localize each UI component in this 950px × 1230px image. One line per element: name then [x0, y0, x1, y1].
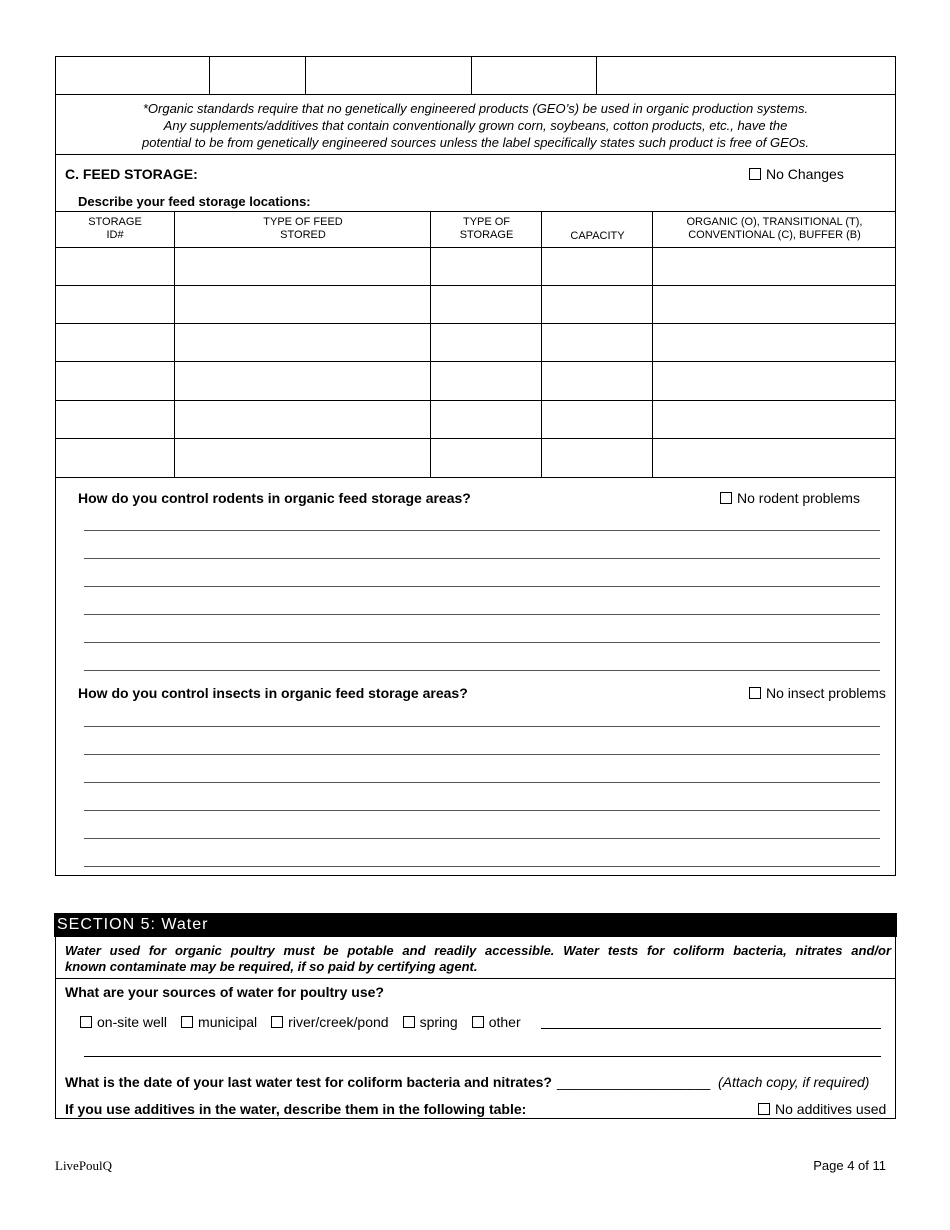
continuation-cell-divider: [209, 56, 210, 94]
source-label: other: [488, 1014, 521, 1030]
water-test-question: What is the date of your last water test for coliform bacteria and nitrates?: [65, 1074, 552, 1090]
header-line: CONVENTIONAL (C), BUFFER (B): [688, 229, 861, 241]
source-municipal[interactable]: [181, 1014, 257, 1030]
intro-line: Water used for organic poultry must be potable and readily accessible. Water tests for coliform bacteria, nitrates and/or: [65, 943, 891, 958]
no-changes-label: No Changes: [766, 166, 844, 182]
insects-answer-line[interactable]: [84, 782, 880, 783]
section5-title: SECTION 5: Water: [57, 916, 209, 933]
no-insect-checkbox[interactable]: [749, 687, 761, 699]
continuation-cell-divider: [596, 56, 597, 94]
additives-question: If you use additives in the water, describe them in the following table:: [65, 1101, 527, 1117]
table-row-border: [55, 361, 896, 362]
no-rodent-checkbox[interactable]: [720, 492, 732, 504]
intro-line: known contaminate may be required, if so paid by certifying agent.: [65, 959, 478, 974]
no-changes-option[interactable]: [749, 166, 844, 182]
spring-checkbox[interactable]: [403, 1016, 415, 1028]
on-site-well-checkbox[interactable]: [80, 1016, 92, 1028]
insects-answer-line[interactable]: [84, 810, 880, 811]
section5-intro: [65, 943, 891, 975]
source-other[interactable]: [472, 1014, 521, 1030]
no-rodent-label: No rodent problems: [737, 490, 860, 506]
section5-header-bar: [54, 913, 897, 937]
river-creek-pond-checkbox[interactable]: [271, 1016, 283, 1028]
geo-note-line: *Organic standards require that no genetically engineered products (GEO’s) be used in organic production systems.: [142, 101, 809, 116]
insects-answer-line[interactable]: [84, 726, 880, 727]
continuation-cell-divider: [471, 56, 472, 94]
col-header-capacity: [542, 211, 653, 247]
table-row-border: [55, 438, 896, 439]
no-changes-checkbox[interactable]: [749, 168, 761, 180]
rodents-answer-line[interactable]: [84, 642, 880, 643]
source-label: on-site well: [97, 1014, 168, 1030]
source-on-site-well[interactable]: [80, 1014, 167, 1030]
no-insect-option[interactable]: [749, 685, 886, 701]
no-insect-label: No insect problems: [766, 685, 886, 701]
source-label: spring: [419, 1014, 458, 1030]
source-label: municipal: [198, 1014, 258, 1030]
rodents-answer-line[interactable]: [84, 530, 880, 531]
source-label: river/creek/pond: [288, 1014, 389, 1030]
table-col-divider: [541, 211, 542, 477]
water-sources-extra-line[interactable]: [84, 1056, 881, 1057]
footer-form-id: LivePoulQ: [55, 1158, 113, 1173]
no-additives-option[interactable]: [758, 1101, 886, 1117]
water-test-date-field[interactable]: ___________________: [557, 1074, 711, 1090]
rodents-answer-line[interactable]: [84, 670, 880, 671]
other-source-line[interactable]: [541, 1028, 881, 1029]
insects-answer-line[interactable]: [84, 838, 880, 839]
source-spring[interactable]: [403, 1014, 458, 1030]
col-header-feed-type: [175, 211, 431, 247]
header-line: TYPE OF: [462, 216, 511, 228]
municipal-checkbox[interactable]: [181, 1016, 193, 1028]
col-header-status: [653, 211, 896, 247]
rodents-answer-line[interactable]: [84, 586, 880, 587]
header-line: STORED: [280, 229, 326, 241]
col-header-storage-id: [55, 211, 175, 247]
rodents-answer-line[interactable]: [84, 614, 880, 615]
insects-answer-line[interactable]: [84, 866, 880, 867]
insects-answer-line[interactable]: [84, 754, 880, 755]
divider: [55, 154, 896, 155]
feed-storage-table: [55, 211, 896, 478]
continuation-row: [55, 94, 896, 95]
rodents-question: How do you control rodents in organic feed storage areas?: [78, 490, 471, 506]
rodents-answer-line[interactable]: [84, 558, 880, 559]
source-river-creek-pond[interactable]: [271, 1014, 388, 1030]
table-col-divider: [430, 211, 431, 477]
water-sources-question: What are your sources of water for poultry use?: [65, 984, 384, 1000]
water-test-note: (Attach copy, if required): [718, 1074, 870, 1090]
table-col-divider: [652, 211, 653, 477]
table-col-divider: [174, 211, 175, 477]
table-bottom-border: [55, 477, 896, 478]
continuation-cell-divider: [305, 56, 306, 94]
feed-storage-title: C. FEED STORAGE:: [65, 166, 198, 182]
no-rodent-option[interactable]: [720, 490, 860, 506]
insects-question: How do you control insects in organic feed storage areas?: [78, 685, 468, 701]
header-line: CAPACITY: [570, 230, 625, 242]
table-row-border: [55, 400, 896, 401]
footer-page-number: Page 4 of 11: [813, 1158, 886, 1173]
col-header-storage-type: [431, 211, 542, 247]
header-line: ORGANIC (O), TRANSITIONAL (T),: [686, 216, 863, 228]
describe-storage-label: Describe your feed storage locations:: [78, 194, 311, 209]
no-additives-checkbox[interactable]: [758, 1103, 770, 1115]
header-line: ID#: [106, 229, 124, 241]
table-row-border: [55, 285, 896, 286]
divider: [55, 978, 896, 979]
no-additives-label: No additives used: [775, 1101, 887, 1117]
geo-note-line: potential to be from genetically engineered sources unless the label specifically states such product is free of GEOs.: [142, 135, 809, 150]
header-line: STORAGE: [88, 216, 142, 228]
water-sources-options: [80, 1014, 521, 1030]
table-row-border: [55, 323, 896, 324]
header-line: STORAGE: [459, 229, 514, 241]
geo-note: [60, 100, 891, 151]
geo-note-line: Any supplements/additives that contain conventionally grown corn, soybeans, cotton products, etc., have the: [163, 118, 788, 133]
table-header-border: [55, 247, 896, 248]
header-line: TYPE OF FEED: [263, 216, 343, 228]
other-checkbox[interactable]: [472, 1016, 484, 1028]
